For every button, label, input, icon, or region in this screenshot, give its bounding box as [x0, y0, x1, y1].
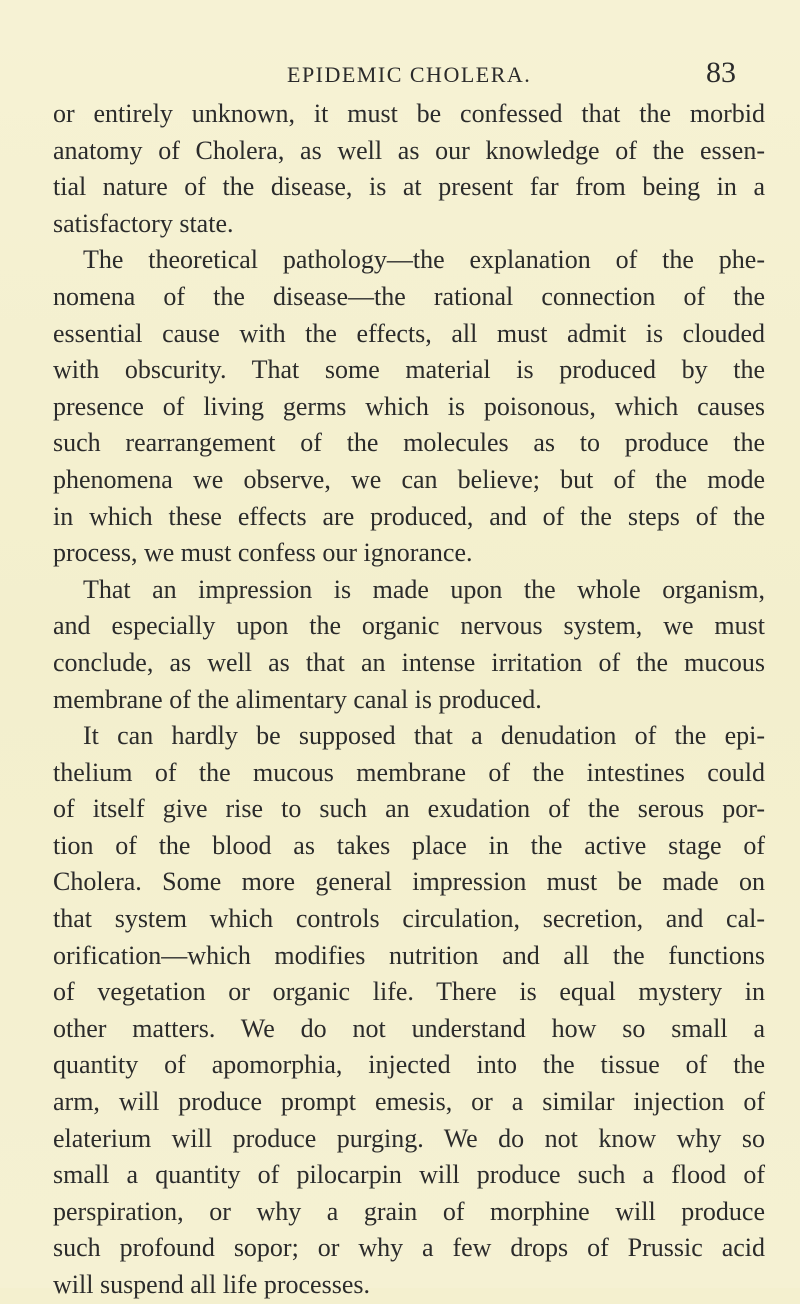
text-line: of vegetation or organic life. There is equal mystery in — [53, 977, 765, 1007]
text-line: orification—which modifies nutrition and all the functions — [53, 940, 765, 970]
text-line: and especially upon the organic nervous system, we must — [53, 611, 765, 641]
text-line: perspiration, or why a grain of morphine will produce — [53, 1196, 765, 1226]
running-head — [0, 56, 800, 96]
text-line: in which these effects are produced, and of the steps of the — [53, 501, 765, 531]
text-line: will suspend all life processes. — [53, 1270, 370, 1299]
text-line: arm, will produce prompt emesis, or a similar injection of — [53, 1087, 765, 1117]
text-line: nomena of the disease—the rational connection of the — [53, 281, 765, 311]
text-line: phenomena we observe, we can believe; but of the mode — [53, 464, 765, 494]
text-line: thelium of the mucous membrane of the intestines could — [53, 757, 765, 787]
text-line: conclude, as well as that an intense irritation of the mucous — [53, 647, 765, 677]
page-number: 83 — [706, 56, 736, 89]
text-line: or entirely unknown, it must be confessed that the morbid — [53, 99, 765, 128]
text-line: It can hardly be supposed that a denudation of the epi- — [83, 721, 765, 751]
text-line: That an impression is made upon the whole organism, — [83, 574, 765, 604]
text-line: tial nature of the disease, is at present far from being in a — [53, 172, 765, 202]
running-head-title: EPIDEMIC CHOLERA. — [287, 62, 532, 87]
text-line: that system which controls circulation, secretion, and cal- — [53, 904, 765, 934]
text-line: such profound sopor; or why a few drops of Prussic acid — [53, 1233, 765, 1263]
text-line: process, we must confess our ignorance. — [53, 538, 473, 568]
text-line: with obscurity. That some material is produced by the — [53, 355, 765, 385]
text-line: The theoretical pathology—the explanation of the phe- — [83, 245, 765, 275]
text-line: membrane of the alimentary canal is produced. — [53, 684, 542, 714]
text-line: anatomy of Cholera, as well as our knowledge of the essen- — [53, 135, 765, 165]
text-line: small a quantity of pilocarpin will produce such a flood of — [53, 1160, 765, 1190]
text-line: Cholera. Some more general impression must be made on — [53, 867, 765, 897]
text-line: such rearrangement of the molecules as to produce the — [53, 428, 765, 458]
text-line: other matters. We do not understand how so small a — [53, 1013, 765, 1043]
text-line: of itself give rise to such an exudation of the serous por- — [53, 794, 765, 824]
text-line: presence of living germs which is poisonous, which causes — [53, 391, 765, 421]
text-line: tion of the blood as takes place in the active stage of — [53, 830, 765, 860]
body-text — [53, 96, 765, 1304]
text-line: essential cause with the effects, all must admit is clouded — [53, 318, 765, 348]
text-line: quantity of apomorphia, injected into the tissue of the — [53, 1050, 765, 1080]
text-line: elaterium will produce purging. We do not know why so — [53, 1123, 765, 1153]
text-line: satisfactory state. — [53, 208, 234, 238]
